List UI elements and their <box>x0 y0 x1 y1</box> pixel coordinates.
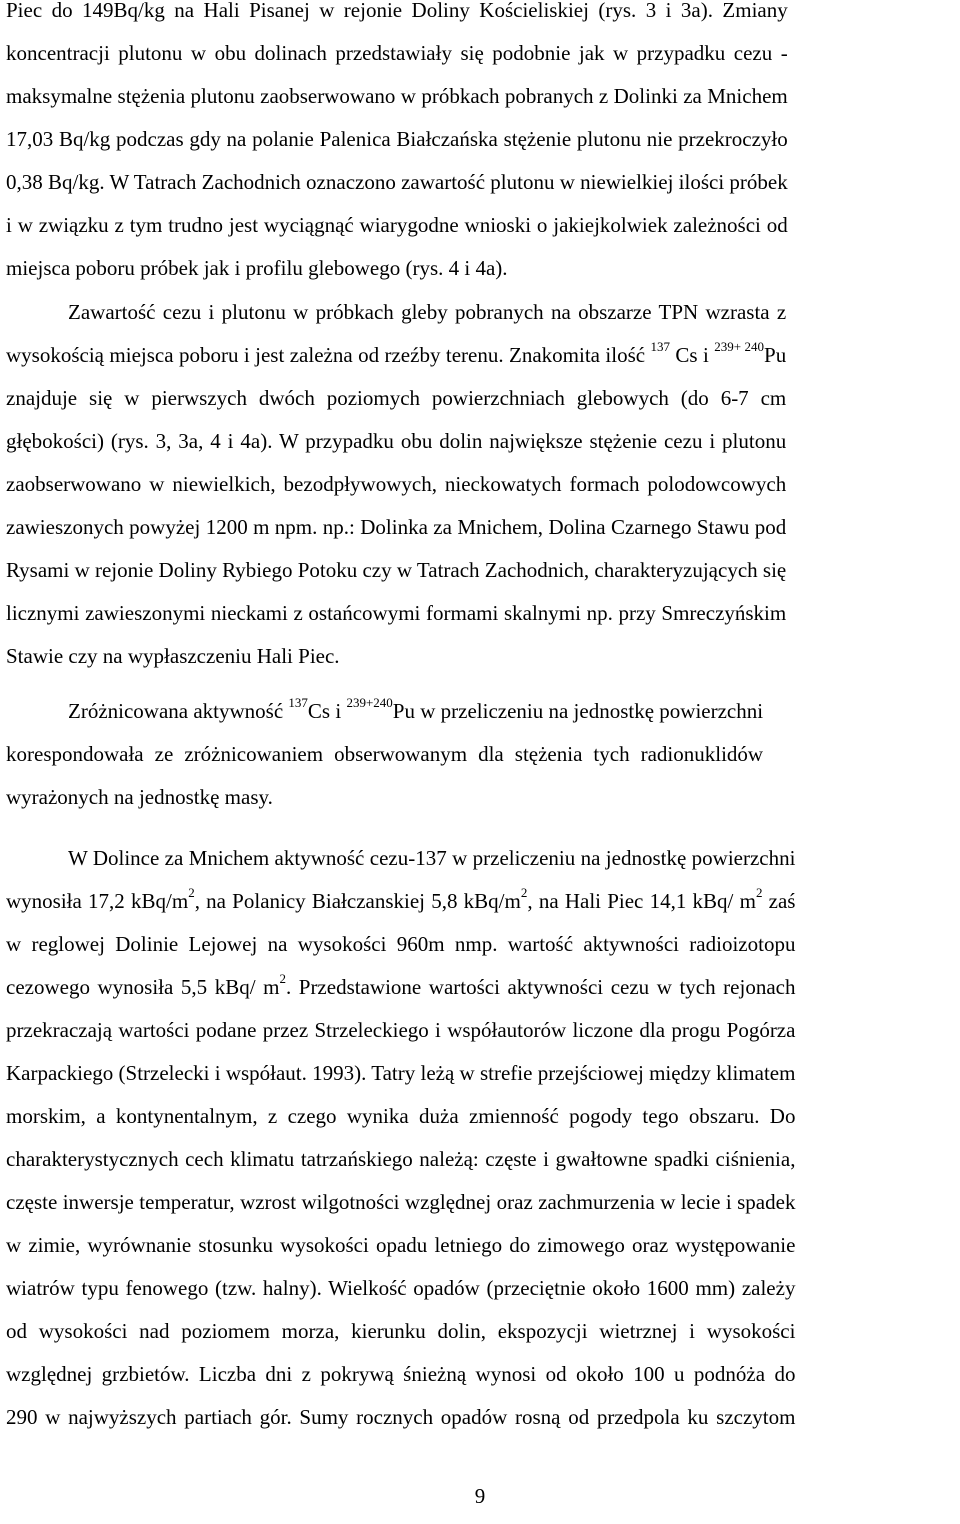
text-line: koncentracji plutonu w obu dolinach przedstawiały się podobnie jak w przypadku cezu - <box>6 41 788 65</box>
text-line: morskim, a kontynentalnym, z czego wynika duża zmienność pogody tego obszaru. Do <box>6 1104 796 1128</box>
paragraph-cesium-plutonium-altitude <box>6 291 786 678</box>
text-line: w zimie, wyrównanie stosunku wysokości opadu letniego do zimowego oraz występowanie <box>6 1233 796 1257</box>
text-line: 17,03 Bq/kg podczas gdy na polanie Palenica Białczańska stężenie plutonu nie przekroczyło <box>6 127 788 151</box>
text-line: wiatrów typu fenowego (tzw. halny). Wielkość opadów (przeciętnie około 1600 mm) zależy <box>6 1276 796 1300</box>
cs-symbol: Cs i <box>307 699 347 723</box>
text-line-with-isotopes <box>6 690 763 733</box>
pu-mass-number: 239+ 240 <box>714 339 765 354</box>
text-segment: wysokością miejsca poboru i jest zależna od rzeźby terenu. Znakomita ilość <box>6 343 651 367</box>
pu-symbol: Pu <box>392 699 415 723</box>
exponent: 2 <box>520 885 528 900</box>
text-line: 290 w najwyższych partiach gór. Sumy rocznych opadów rosną od przedpola ku szczytom <box>6 1405 796 1429</box>
text-line: względnej grzbietów. Liczba dni z pokrywą śnieżną wynosi od około 100 u podnóża do <box>6 1362 796 1386</box>
text-segment: cezowego wynosiła 5,5 kBq/ m <box>6 975 280 999</box>
text-line-with-isotopes <box>6 334 786 377</box>
text-segment: zaś <box>762 889 796 913</box>
text-line: Zawartość cezu i plutonu w próbkach gleby pobranych na obszarze TPN wzrasta z <box>68 300 787 324</box>
text-line-with-units <box>6 880 795 923</box>
text-line: Stawie czy na wypłaszczeniu Hali Piec. <box>6 644 340 668</box>
text-line: wyrażonych na jednostkę masy. <box>6 785 273 809</box>
pu-symbol: Pu <box>764 343 787 367</box>
text-line: od wysokości nad poziomem morza, kierunku dolin, ekspozycji wietrznej i wysokości <box>6 1319 796 1343</box>
text-line: korespondowała ze zróżnicowaniem obserwowanym dla stężenia tych radionuklidów <box>6 742 764 766</box>
text-line: Piec do 149Bq/kg na Hali Pisanej w rejonie Doliny Kościeliskiej (rys. 3 i 3a). Zmiany <box>6 0 788 22</box>
cs-mass-number: 137 <box>288 695 308 710</box>
text-line: Karpackiego (Strzelecki i współaut. 1993). Tatry leżą w strefie przejściowej między klimatem <box>6 1061 796 1085</box>
paragraph-dolinka-climate <box>6 837 795 1439</box>
text-line: i w związku z tym trudno jest wyciągnąć wiarygodne wnioski o jakiejkolwiek zależności od <box>6 213 788 237</box>
text-segment: wynosiła 17,2 kBq/m <box>6 889 189 913</box>
text-line: miejsca poboru próbek jak i profilu glebowego (rys. 4 i 4a). <box>6 256 508 280</box>
text-line: przekraczają wartości podane przez Strzeleckiego i współautorów liczone dla progu Pogórza <box>6 1018 796 1042</box>
page-number: 9 <box>474 1484 486 1508</box>
paragraph-activity-per-area <box>6 690 763 819</box>
exponent: 2 <box>188 885 195 900</box>
text-line-with-units <box>6 966 795 1009</box>
text-line: charakterystycznych cech klimatu tatrzańskiego należą: częste i gwałtowne spadki ciśnienia, <box>6 1147 796 1171</box>
text-line: zaobserwowano w niewielkich, bezodpływowych, nieckowatych formach polodowcowych <box>6 472 787 496</box>
text-line: znajduje się w pierwszych dwóch poziomych powierzchniach glebowych (do 6-7 cm <box>6 386 787 410</box>
exponent: 2 <box>755 885 763 900</box>
text-line: W Dolince za Mnichem aktywność cezu-137 w przeliczeniu na jednostkę powierzchni <box>68 846 796 870</box>
exponent: 2 <box>279 971 286 986</box>
text-line: w reglowej Dolinie Lejowej na wysokości 960m nmp. wartość aktywności radioizotopu <box>6 932 796 956</box>
paragraph-plutonium-concentration <box>6 0 788 290</box>
cs-mass-number: 137 <box>650 339 670 354</box>
text-line: zawieszonych powyżej 1200 m npm. np.: Dolinka za Mnichem, Dolina Czarnego Stawu pod <box>6 515 787 539</box>
text-line: 0,38 Bq/kg. W Tatrach Zachodnich oznaczono zawartość plutonu w niewielkiej ilości próbek <box>6 170 788 194</box>
text-line: Rysami w rejonie Doliny Rybiego Potoku czy w Tatrach Zachodnich, charakteryzujących się <box>6 558 787 582</box>
text-segment: , na Polanicy Białczanskiej 5,8 kBq/m <box>194 889 521 913</box>
text-line: licznymi zawieszonymi nieckami z ostańcowymi formami skalnymi np. przy Smreczyńskim <box>6 601 787 625</box>
text-line: głębokości) (rys. 3, 3a, 4 i 4a). W przypadku obu dolin największe stężenie cezu i plutonu <box>6 429 787 453</box>
text-segment: . Przedstawione wartości aktywności cezu w tych rejonach <box>285 975 796 999</box>
text-segment: Zróżnicowana aktywność <box>68 699 289 723</box>
text-segment: , na Hali Piec 14,1 kBq/ m <box>527 889 756 913</box>
text-segment: w przeliczeniu na jednostkę powierzchni <box>414 699 764 723</box>
text-line: częste inwersje temperatur, wzrost wilgotności względnej oraz zachmurzenia w lecie i spadek <box>6 1190 796 1214</box>
text-line: maksymalne stężenia plutonu zaobserwowano w próbkach pobranych z Dolinki za Mnichem <box>6 84 788 108</box>
cs-symbol: Cs i <box>670 343 715 367</box>
pu-mass-number: 239+240 <box>346 695 393 710</box>
